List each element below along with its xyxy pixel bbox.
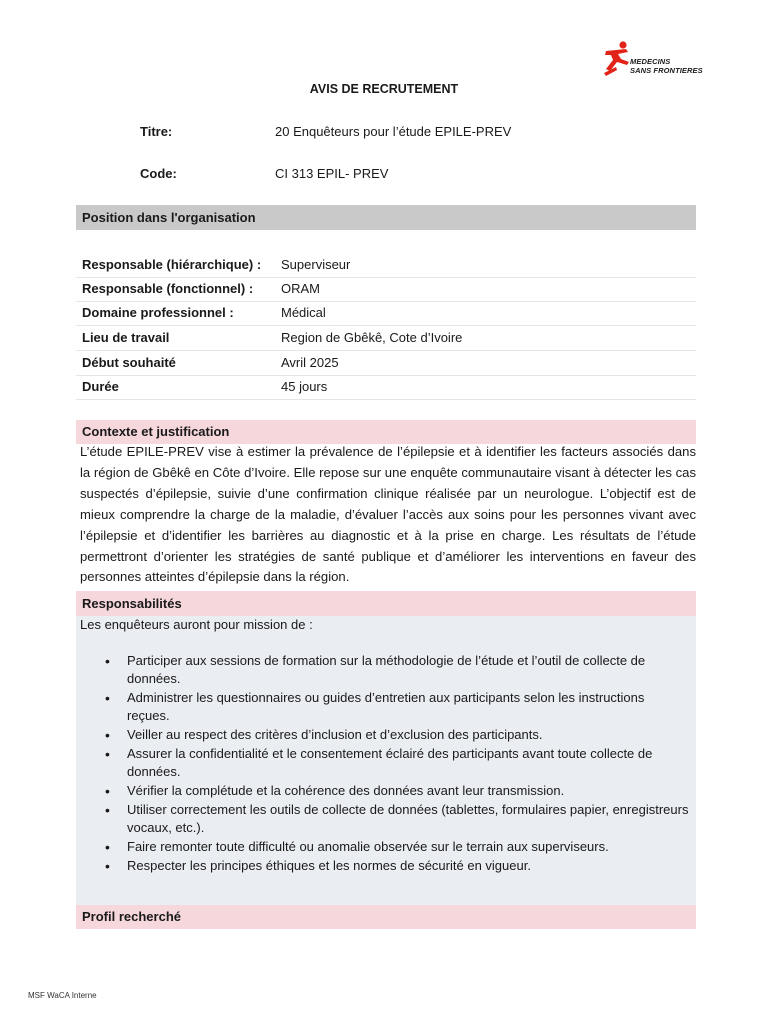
position-row-value: Avril 2025: [281, 355, 339, 370]
position-row-label: Lieu de travail: [82, 330, 170, 345]
position-row-value: Médical: [281, 305, 326, 320]
title-label: Titre:: [140, 124, 173, 139]
responsabilites-list: [100, 652, 690, 876]
list-item: • Administrer les questionnaires ou guides d’entretien aux participants selon les instructions reçues.: [100, 689, 690, 725]
list-item: • Faire remonter toute difficulté ou anomalie observée sur le terrain aux superviseurs.: [100, 838, 690, 856]
list-item: • Vérifier la complétude et la cohérence des données avant leur transmission.: [100, 782, 690, 800]
code-value: CI 313 EPIL- PREV: [275, 166, 389, 181]
title-value: 20 Enquêteurs pour l’étude EPILE-PREV: [275, 124, 512, 139]
msf-running-man-icon: [602, 40, 632, 76]
section-header-profil: Profil recherché: [76, 905, 696, 929]
position-row-value: ORAM: [281, 281, 320, 296]
list-item: • Respecter les principes éthiques et les normes de sécurité en vigueur.: [100, 857, 690, 875]
code-label: Code:: [140, 166, 177, 181]
logo-line-1: MEDECINS: [630, 57, 671, 66]
position-row-label: Début souhaité: [82, 355, 176, 370]
position-row: [76, 327, 696, 351]
msf-logo: [600, 40, 710, 80]
list-item: • Utiliser correctement les outils de collecte de données (tablettes, formulaires papier, enregistreurs vocaux, etc.).: [100, 801, 690, 837]
contexte-paragraph: L’étude EPILE-PREV vise à estimer la prévalence de l’épilepsie et à identifier les facteurs associés dans la région de Gbêkê en Côte d’Ivoire. Elle repose sur une enquête communautaire visant à détecter les cas suspectés d’épilepsie, suivie d’une confirmation clinique réalisée par un neurologue. L’objectif est de mieux comprendre la charge de la maladie, d’évaluer l’accès aux soins pour les personnes vivant avec l’épilepsie et d’identifier les barrières au diagnostic et à la prise en charge. Les résultats de l’étude permettront d’orienter les stratégies de santé publique et d’améliorer les interventions en faveur des personnes atteintes d’épilepsie dans la région.: [80, 444, 696, 585]
position-row: [76, 278, 696, 302]
position-row: [76, 302, 696, 326]
position-row: [76, 254, 696, 278]
position-row-label: Responsable (fonctionnel) :: [82, 281, 254, 296]
position-row: [76, 352, 696, 376]
list-item: • Veiller au respect des critères d’inclusion et d’exclusion des participants.: [100, 726, 690, 744]
position-row-label: Durée: [82, 379, 119, 394]
position-row-label: Domaine professionnel :: [82, 305, 234, 320]
list-item: • Assurer la confidentialité et le consentement éclairé des participants avant toute collecte de données.: [100, 745, 690, 781]
list-item: • Participer aux sessions de formation sur la méthodologie de l’étude et l’outil de collecte de données.: [100, 652, 690, 688]
section-header-position: Position dans l'organisation: [76, 205, 696, 230]
section-header-contexte: Contexte et justification: [76, 420, 696, 444]
position-row: [76, 376, 696, 400]
position-row-value: Region de Gbêkê, Cote d’Ivoire: [281, 330, 463, 345]
document-title: AVIS DE RECRUTEMENT: [309, 82, 459, 96]
position-row-value: Superviseur: [281, 257, 351, 272]
section-header-responsabilites: Responsabilités: [76, 591, 696, 616]
responsabilites-intro: Les enquêteurs auront pour mission de :: [80, 617, 313, 632]
msf-logo-wordmark: [630, 57, 703, 75]
logo-line-2: SANS FRONTIERES: [630, 66, 703, 75]
position-row-value: 45 jours: [281, 379, 328, 394]
position-row-label: Responsable (hiérarchique) :: [82, 257, 262, 272]
footer-label: MSF WaCA Interne: [28, 991, 97, 1000]
